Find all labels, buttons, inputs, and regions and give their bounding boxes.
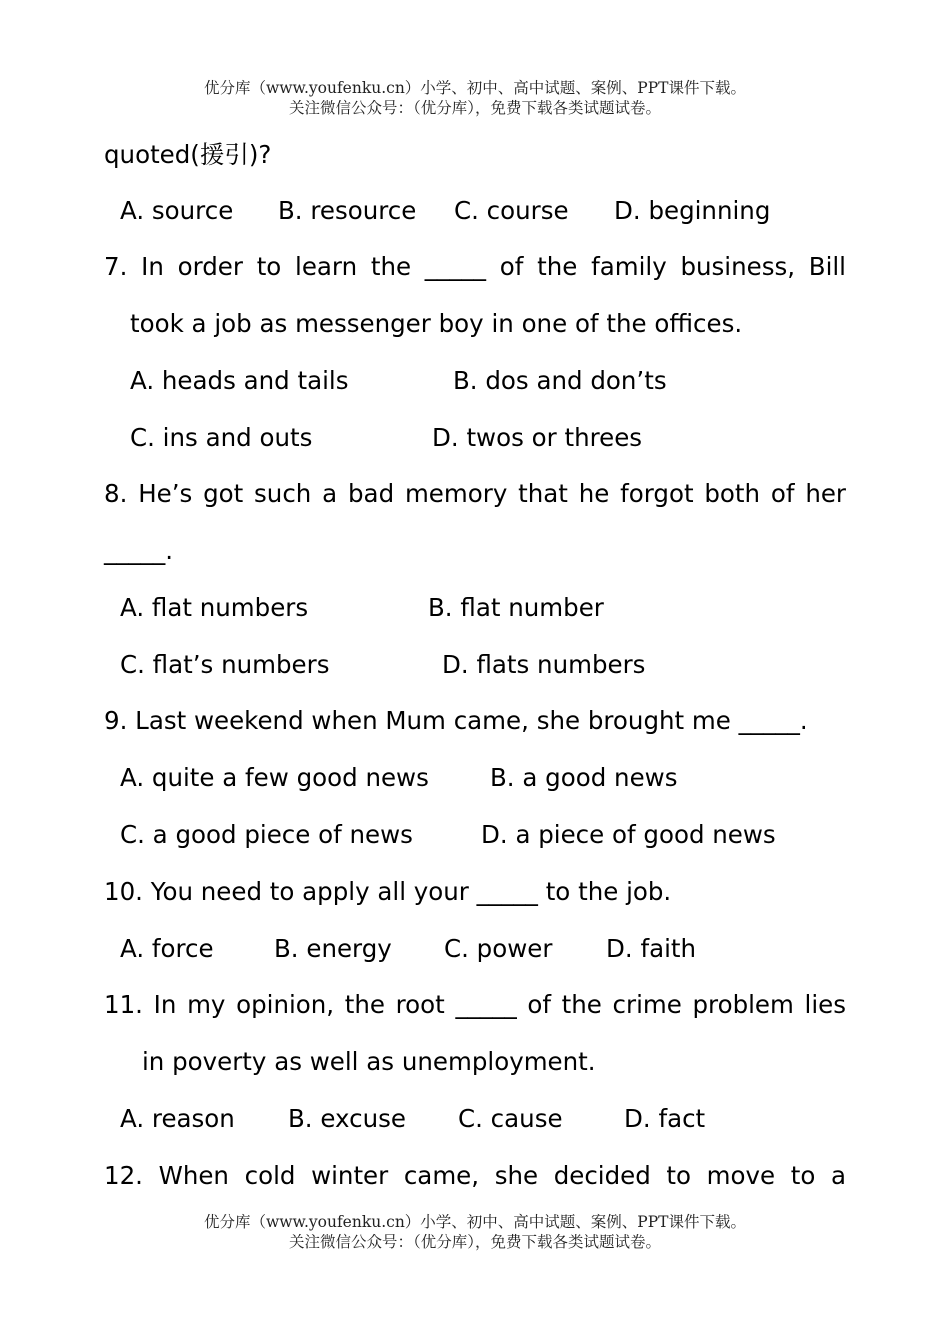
q7-option-a: A. heads and tails <box>130 366 349 395</box>
q6-option-a: A. source <box>120 196 234 225</box>
q12-stem-line-1: 12. When cold winter came, she decided to move to a <box>104 1161 846 1190</box>
q6-option-b: B. resource <box>278 196 417 225</box>
q7-stem-line-2: took a job as messenger boy in one of the offices. <box>130 309 743 338</box>
header-line-1: 优分库（www.youfenku.cn）小学、初中、高中试题、案例、PPT课件下载。 <box>203 79 747 97</box>
q11-stem-line-2: in poverty as well as unemployment. <box>142 1047 596 1076</box>
q9-option-b: B. a good news <box>490 763 678 792</box>
q7-option-c: C. ins and outs <box>130 423 313 452</box>
q9-option-d: D. a piece of good news <box>481 820 776 849</box>
q11-option-b: B. excuse <box>288 1104 406 1133</box>
q8-option-b: B. flat number <box>428 593 604 622</box>
q11-stem-line-1: 11. In my opinion, the root _____ of the crime problem lies <box>104 990 846 1019</box>
q10-option-b: B. energy <box>274 934 392 963</box>
q9-option-a: A. quite a few good news <box>120 763 429 792</box>
q10-option-a: A. force <box>120 934 214 963</box>
q10-option-d: D. faith <box>606 934 697 963</box>
q6-option-d: D. beginning <box>614 196 771 225</box>
q8-stem-line-1: 8. He’s got such a bad memory that he forgot both of her <box>104 479 846 508</box>
q9-option-c: C. a good piece of news <box>120 820 413 849</box>
q6-option-c: C. course <box>454 196 569 225</box>
q8-option-a: A. flat numbers <box>120 593 309 622</box>
q11-option-a: A. reason <box>120 1104 235 1133</box>
q10-stem: 10. You need to apply all your _____ to the job. <box>104 877 672 906</box>
q10-option-c: C. power <box>444 934 553 963</box>
q8-option-c: C. flat’s numbers <box>120 650 330 679</box>
q11-option-c: C. cause <box>458 1104 563 1133</box>
page-footer <box>0 1212 950 1252</box>
q11-option-d: D. fact <box>624 1104 706 1133</box>
page-header <box>0 78 950 118</box>
q7-stem-line-1: 7. In order to learn the _____ of the family business, Bill <box>104 252 846 281</box>
q9-stem: 9. Last weekend when Mum came, she brought me _____. <box>104 706 808 735</box>
q7-option-b: B. dos and don’ts <box>453 366 667 395</box>
q7-option-d: D. twos or threes <box>432 423 643 452</box>
q8-option-d: D. flats numbers <box>442 650 646 679</box>
footer-line-2: 关注微信公众号：（优分库），免费下载各类试题试卷。 <box>288 1233 661 1251</box>
q8-stem-line-2: _____. <box>104 536 174 565</box>
q6-tail: quoted(援引)? <box>104 140 272 169</box>
footer-line-1: 优分库（www.youfenku.cn）小学、初中、高中试题、案例、PPT课件下载。 <box>203 1213 747 1231</box>
header-line-2: 关注微信公众号：（优分库），免费下载各类试题试卷。 <box>288 99 661 117</box>
